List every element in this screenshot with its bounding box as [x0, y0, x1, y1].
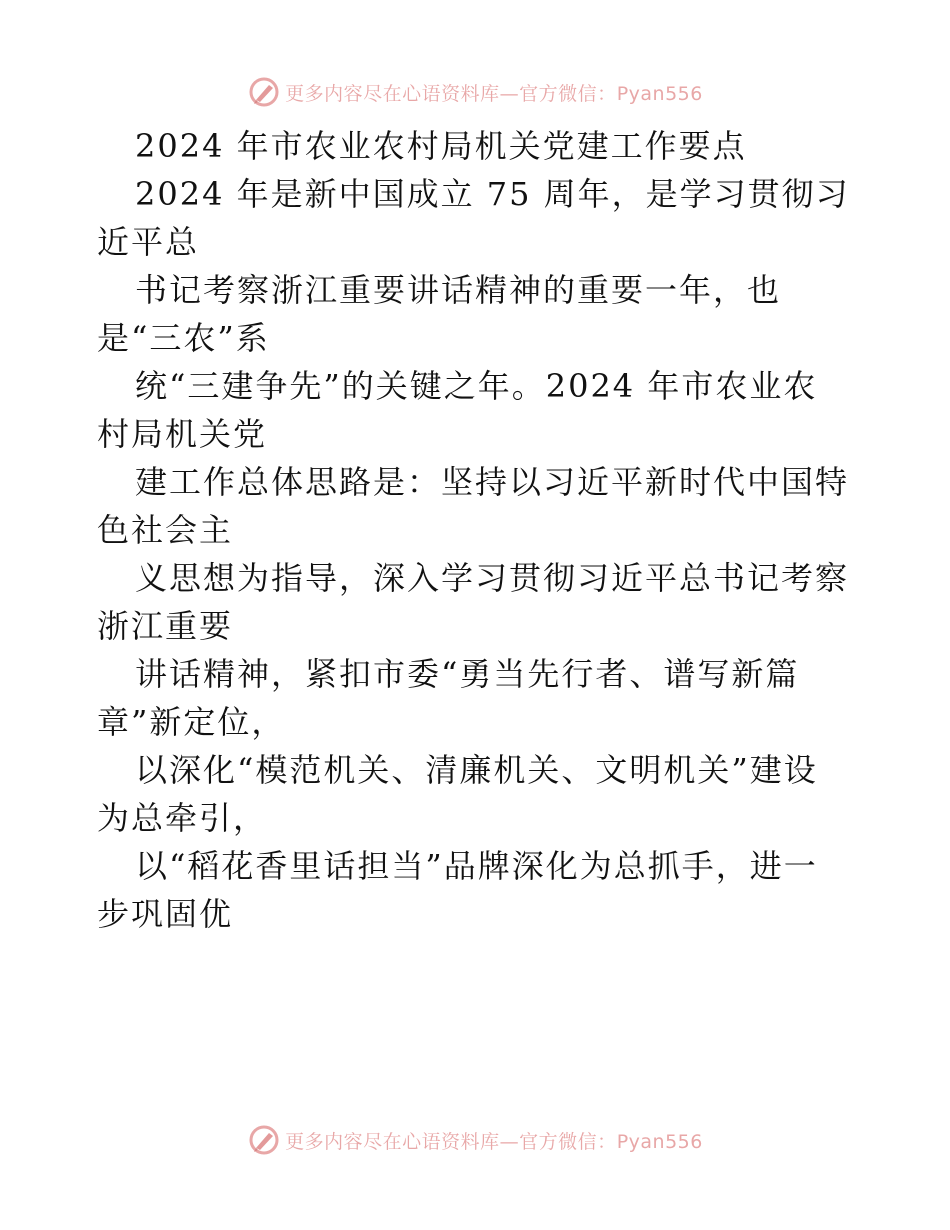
document-line: 步巩固优: [97, 895, 234, 933]
document-line: 2024 年市农业农村局机关党建工作要点: [135, 127, 747, 165]
watermark-text: [285, 79, 703, 106]
document-line: 以“稻花香里话担当”品牌深化为总抓手，进一: [135, 847, 818, 885]
document-line: 浙江重要: [97, 607, 234, 645]
pen-circle-logo-icon: [247, 75, 281, 109]
header-watermark: [0, 72, 950, 112]
document-line: 讲话精神，紧扣市委“勇当先行者、谱写新篇: [135, 655, 800, 693]
document-body: [97, 122, 867, 938]
document-line: 统“三建争先”的关键之年。2024 年市农业农: [135, 367, 818, 405]
watermark-text: [285, 1127, 703, 1154]
watermark-separator: —: [499, 1130, 520, 1153]
watermark-contact-id: Pyan556: [616, 1130, 703, 1153]
watermark-separator: —: [499, 82, 520, 105]
document-line: 章”新定位，: [97, 703, 286, 741]
pen-circle-logo-icon: [247, 1123, 281, 1157]
document-line: 书记考察浙江重要讲话精神的重要一年，也: [135, 271, 782, 309]
document-line: 近平总: [97, 223, 200, 261]
document-line: 村局机关党: [97, 415, 268, 453]
watermark-contact-label: 官方微信：: [519, 1130, 617, 1153]
document-line: 建工作总体思路是：坚持以习近平新时代中国特: [135, 463, 850, 501]
document-line: 是“三农”系: [97, 319, 270, 357]
footer-watermark: [0, 1120, 950, 1160]
document-line: 义思想为指导，深入学习贯彻习近平总书记考察: [135, 559, 850, 597]
watermark-contact-id: Pyan556: [616, 82, 703, 105]
watermark-main: 更多内容尽在心语资料库: [285, 1130, 500, 1153]
document-line: 色社会主: [97, 511, 234, 549]
watermark-main: 更多内容尽在心语资料库: [285, 82, 500, 105]
watermark-contact-label: 官方微信：: [519, 82, 617, 105]
document-line: 为总牵引，: [97, 799, 268, 837]
document-line: 以深化“模范机关、清廉机关、文明机关”建设: [135, 751, 818, 789]
document-line: 2024 年是新中国成立 75 周年，是学习贯彻习: [135, 175, 850, 213]
